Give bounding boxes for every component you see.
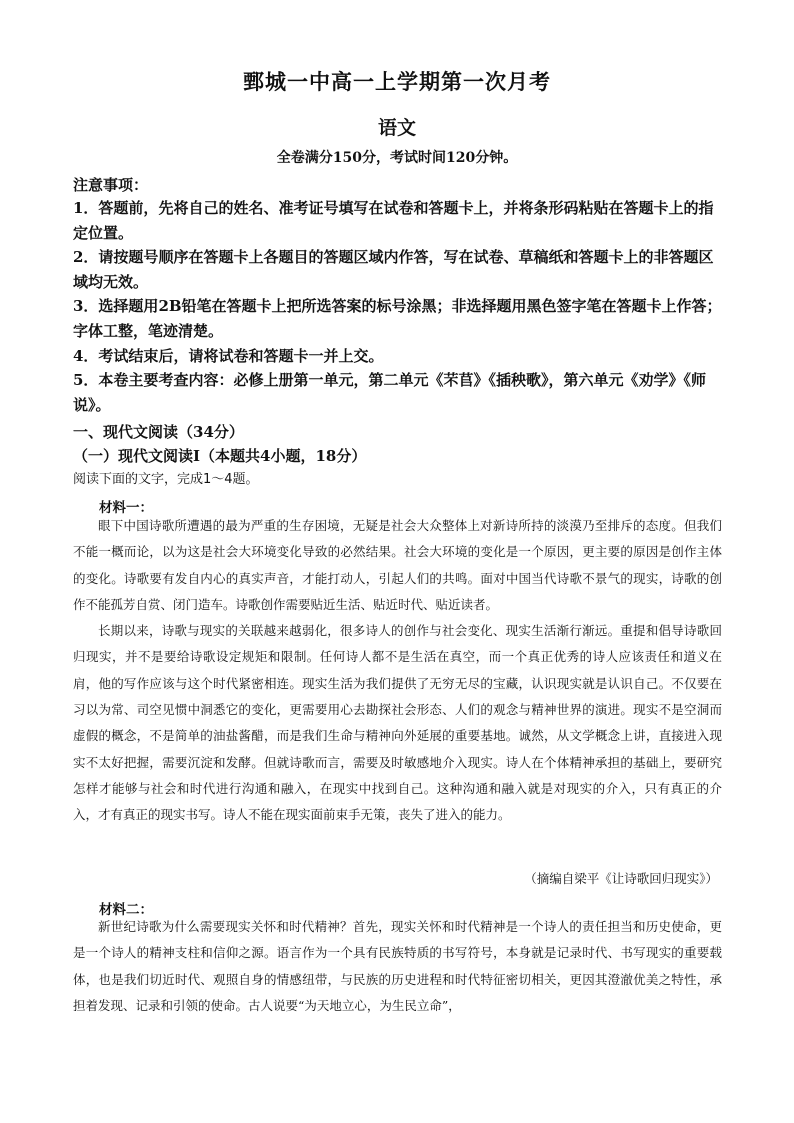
material-two-body — [73, 914, 722, 1019]
subject-title: 语文 — [377, 117, 416, 139]
notice-item: 4．考试结束后，请将试卷和答题卡一并上交。 — [73, 346, 384, 365]
material-two-title: 材料二： — [99, 902, 153, 918]
paragraph: 新世纪诗歌为什么需要现实关怀和时代精神？首先，现实关怀和时代精神是一个诗人的责任担当和历史使命，更是一个诗人的精神支柱和信仰之源。语言作为一个具有民族特质的书写符号，本身就是记录时代、书写现实的重要载体，也是我们切近时代、观照自身的情感纽带，与民族的历史进程和时代特征密切相关，更因其澄澈优美之特性，承担着发现、记录和引领的使命。古人说要“为天地立心，为生民立命”， — [73, 919, 722, 1013]
notice-item: 1．答题前，先将自己的姓名、准考证号填写在试卷和答题卡上，并将条形码粘贴在答题卡上的指定位置。 — [73, 199, 714, 242]
paragraph: 长期以来，诗歌与现实的关联越来越弱化，很多诗人的创作与社会变化、现实生活渐行渐远。重提和倡导诗歌回归现实，并不是要给诗歌设定规矩和限制。任何诗人都不是生活在真空，而一个真正优秀的诗人应该责任和道义在肩，他的写作应该与这个时代紧密相连。现实生活为我们提供了无穷无尽的宝藏，认识现实就是认识自己。不仅要在习以为常、司空见惯中洞悉它的变化，更需要用心去勘探社会形态、人们的观念与精神世界的演进。现实不是空洞而虚假的概念，不是简单的油盐酱醋，而是我们生命与精神向外延展的重要基地。诚然，从文学概念上讲，直接进入现实不太好把握，需要沉淀和发酵。但就诗歌而言，需要及时敏感地介入现实。诗人在个体精神承担的基础上，要研究怎样才能够与社会和时代进行沟通和融入，在现实中找到自己。这种沟通和融入就是对现实的介入，只有真正的介入，才有真正的现实书写。诗人不能在现实面前束手无策，丧失了进入的能力。 — [73, 623, 722, 823]
notice-heading: 注意事项： — [73, 176, 149, 194]
material-one-title: 材料一： — [99, 500, 153, 516]
material-one-body — [73, 513, 722, 829]
reading-instruction: 阅读下面的文字，完成1～4题。 — [73, 472, 259, 487]
notice-item: 5．本卷主要考查内容：必修上册第一单元，第二单元《芣苢》《插秧歌》，第六单元《劝学》《师说》。 — [73, 371, 706, 414]
notice-item: 2．请按题号顺序在答题卡上各题目的答题区域内作答，写在试卷、草稿纸和答题卡上的非答题区域均无效。 — [73, 248, 714, 291]
notice-item: 3．选择题用2B铅笔在答题卡上把所选答案的标号涂黑；非选择题用黑色签字笔在答题卡上作答；字体工整，笔迹清楚。 — [73, 297, 722, 340]
material-one-source: （摘编自梁平《让诗歌回归现实》） — [524, 871, 718, 886]
notice-list — [73, 196, 723, 417]
paragraph: 眼下中国诗歌所遭遇的最为严重的生存困境，无疑是社会大众整体上对新诗所持的淡漠乃至排斥的态度。但我们不能一概而论，以为这是社会大环境变化导致的必然结果。社会大环境的变化是一个原因，更主要的原因是创作主体的变化。诗歌要有发自内心的真实声音，才能打动人，引起人们的共鸣。面对中国当代诗歌不景气的现实，诗歌的创作不能孤芳自赏、闭门造车。诗歌创作需要贴近生活、贴近时代、贴近读者。 — [73, 518, 722, 612]
exam-title: 鄄城一中高一上学期第一次月考 — [243, 69, 551, 94]
score-time-line: 全卷满分150分，考试时间120分钟。 — [276, 150, 518, 166]
subsection-title: （一）现代文阅读Ⅰ（本题共4小题，18分） — [73, 447, 367, 465]
section-title: 一、现代文阅读（34分） — [73, 423, 244, 441]
